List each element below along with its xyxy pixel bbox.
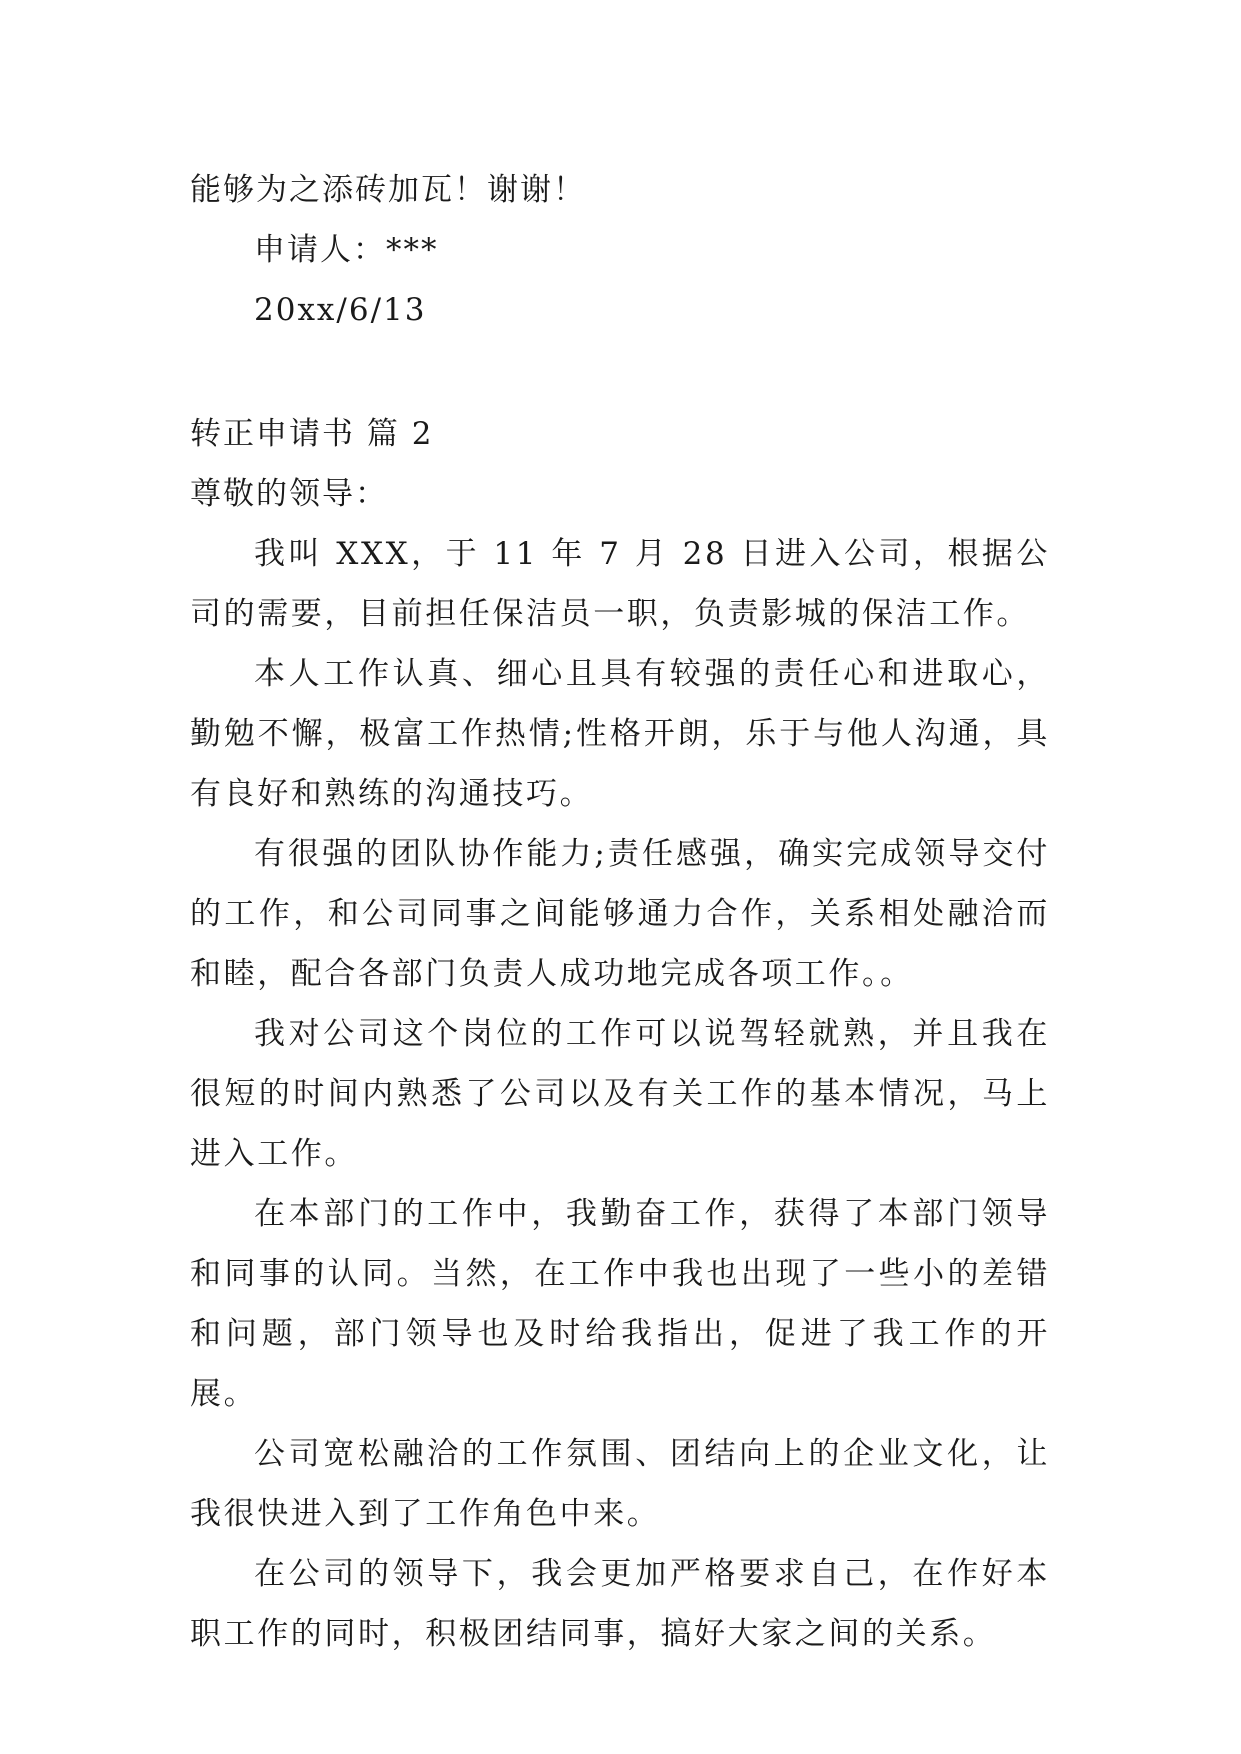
- section-title: 转正申请书 篇 2: [190, 416, 434, 452]
- body-paragraph: 在本部门的工作中，我勤奋工作，获得了本部门领导和同事的认同。当然，在工作中我也出现了一些小的差错和问题，部门领导也及时给我指出，促进了我工作的开展。: [190, 1196, 1050, 1412]
- body-paragraph: 本人工作认真、细心且具有较强的责任心和进取心，勤勉不懈，极富工作热情;性格开朗，乐于与他人沟通，具有良好和熟练的沟通技巧。: [190, 656, 1050, 812]
- body-paragraph: 有很强的团队协作能力;责任感强，确实完成领导交付的工作，和公司同事之间能够通力合作，关系相处融洽而和睦，配合各部门负责人成功地完成各项工作。。: [190, 836, 1050, 992]
- document-page: [190, 160, 1050, 1664]
- body-paragraph: 在公司的领导下，我会更加严格要求自己，在作好本职工作的同时，积极团结同事，搞好大家之间的关系。: [190, 1556, 1050, 1652]
- closing-line: 能够为之添砖加瓦！谢谢！: [190, 172, 586, 208]
- salutation: 尊敬的领导：: [190, 476, 388, 512]
- body-paragraph: 我叫 XXX，于 11 年 7 月 28 日进入公司，根据公司的需要，目前担任保洁员一职，负责影城的保洁工作。: [190, 536, 1050, 632]
- application-date: 20xx/6/13: [254, 292, 427, 328]
- applicant-signature: 申请人：***: [254, 232, 439, 268]
- body-paragraph: 我对公司这个岗位的工作可以说驾轻就熟，并且我在很短的时间内熟悉了公司以及有关工作的基本情况，马上进入工作。: [190, 1016, 1050, 1172]
- section-gap: [190, 340, 1050, 404]
- body-paragraph: 公司宽松融洽的工作氛围、团结向上的企业文化，让我很快进入到了工作角色中来。: [190, 1436, 1050, 1532]
